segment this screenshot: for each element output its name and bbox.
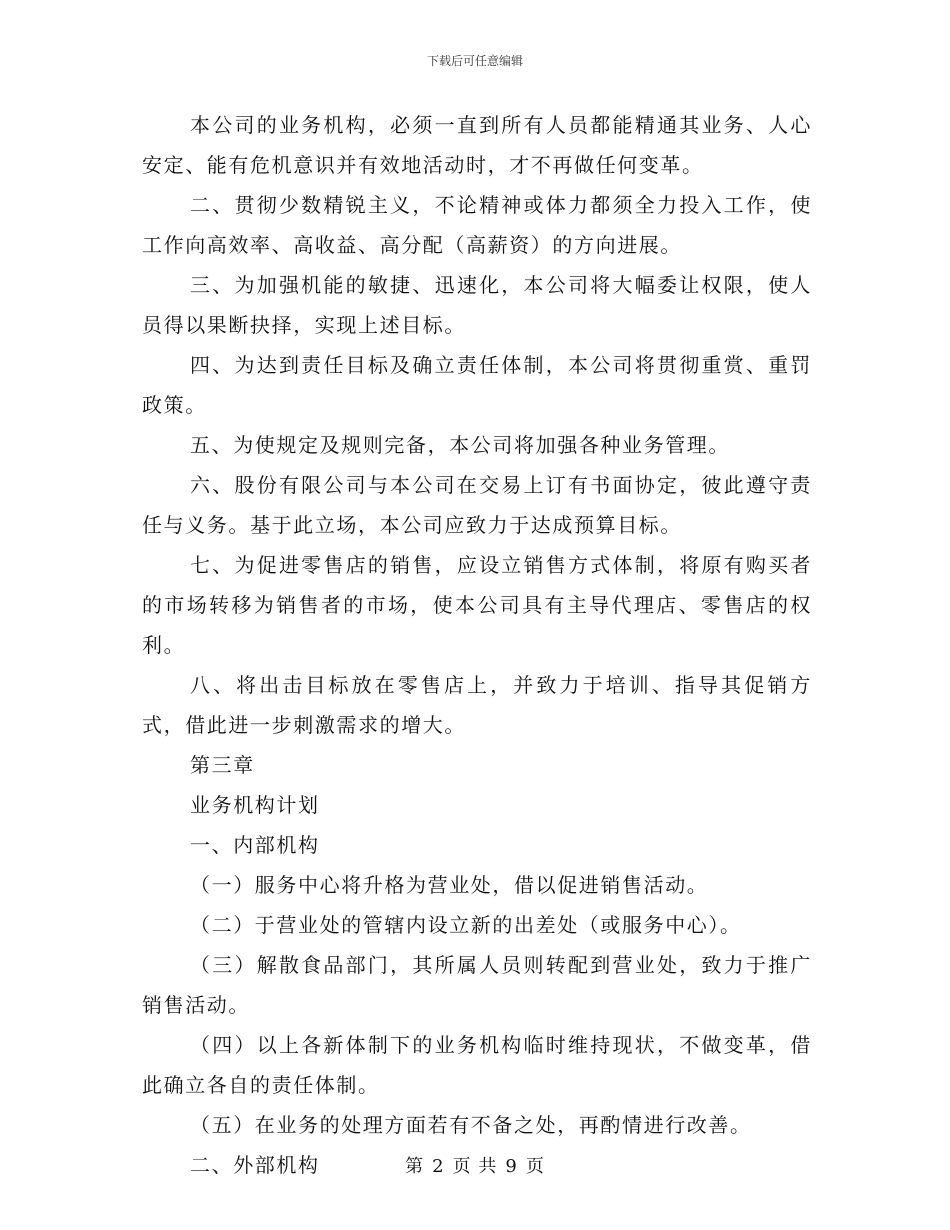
paragraph: （一）服务中心将升格为营业处，借以促进销售活动。: [190, 873, 709, 897]
document-body: [142, 105, 812, 1185]
page-total: 9: [505, 1156, 518, 1177]
paragraph: （五）在业务的处理方面若有不备之处，再酌情进行改善。: [190, 1113, 752, 1137]
subsection-heading: 二、外部机构: [190, 1153, 320, 1177]
paragraph: 二、贯彻少数精锐主义，不论精神或体力都须全力投入工作，使工作向高效率、高收益、高分配（高薪资）的方向进展。: [142, 193, 812, 257]
section-heading: 业务机构计划: [190, 793, 320, 817]
footer-suffix: 页: [525, 1156, 545, 1177]
paragraph: （三）解散食品部门，其所属人员则转配到营业处，致力于推广销售活动。: [142, 953, 812, 1017]
paragraph: 三、为加强机能的敏捷、迅速化，本公司将大幅委让权限，使人员得以果断抉择，实现上述目标。: [142, 273, 812, 337]
paragraph: 六、股份有限公司与本公司在交易上订有书面协定，彼此遵守责任与义务。基于此立场，本公司应致力于达成预算目标。: [142, 473, 812, 537]
page-number: 2: [432, 1156, 445, 1177]
paragraph: 本公司的业务机构，必须一直到所有人员都能精通其业务、人心安定、能有危机意识并有效地活动时，才不再做任何变革。: [142, 113, 812, 177]
subsection-heading: 一、内部机构: [190, 833, 320, 857]
paragraph: 四、为达到责任目标及确立责任体制，本公司将贯彻重赏、重罚政策。: [142, 353, 812, 417]
footer-prefix: 第: [405, 1156, 425, 1177]
paragraph: （四）以上各新体制下的业务机构临时维持现状，不做变革，借此确立各自的责任体制。: [142, 1033, 812, 1097]
paragraph: 八、将出击目标放在零售店上，并致力于培训、指导其促销方式，借此进一步刺激需求的增大。: [142, 673, 812, 737]
page-footer: [0, 1152, 950, 1178]
page-header: 下载后可任意编辑: [426, 54, 523, 68]
paragraph: 五、为使规定及规则完备，本公司将加强各种业务管理。: [190, 433, 730, 457]
footer-middle: 页 共: [452, 1156, 498, 1177]
paragraph: 七、为促进零售店的销售，应设立销售方式体制，将原有购买者的市场转移为销售者的市场，使本公司具有主导代理店、零售店的权利。: [142, 553, 812, 657]
paragraph: （二）于营业处的管辖内设立新的出差处（或服务中心）。: [190, 913, 742, 937]
chapter-heading: 第三章: [190, 753, 255, 777]
